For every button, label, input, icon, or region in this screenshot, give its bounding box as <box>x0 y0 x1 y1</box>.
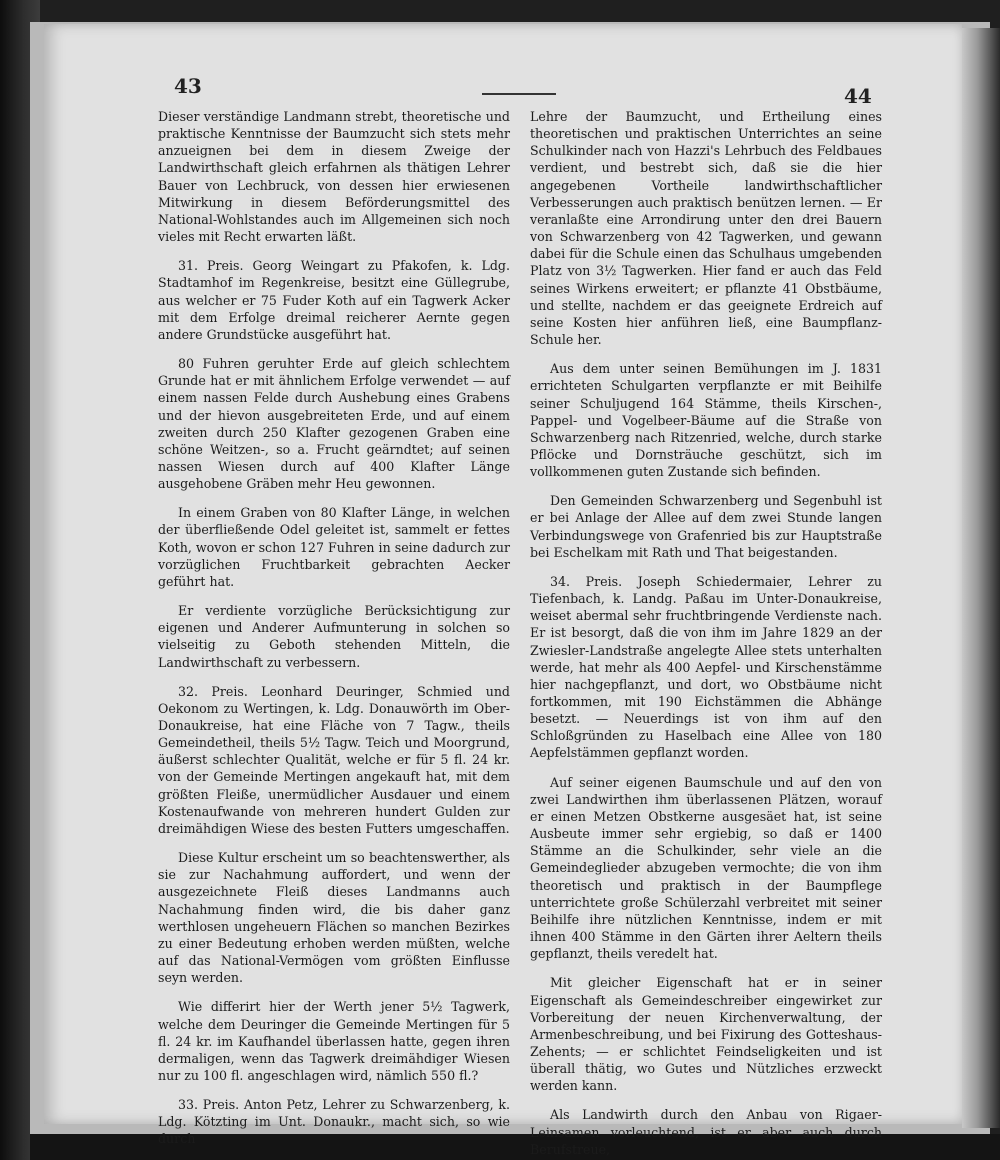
paragraph: Lehre der Baumzucht, und Ertheilung eines theoretischen und praktischen Unterrichtes an seine Schulkinder nach von Hazzi's Lehrbuch des Feldbaues verdient, und bestrebt sich, daß sie die hier angegebenen Vortheile landwirthschaftlicher Verbesserungen auch praktisch benützen lernen. — Er veranlaßte eine Arrondirung unter den drei Bauern von Schwarzenberg von 42 Tagwerken, und gewann dabei für die Schule einen das Schulhaus umgebenden Platz von 3½ Tagwerken. Hier fand er auch das Feld seines Wirkens erweitert; er pflanzte 41 Obstbäume, und stellte, nachdem er das geeignete Erdreich auf seine Kosten hier anführen ließ, eine Baumpflanz-Schule her. <box>530 109 882 348</box>
header-rule <box>482 93 556 95</box>
paragraph: Aus dem unter seinen Bemühungen im J. 1831 errichteten Schulgarten verpflanzte er mit Beihilfe seiner Schuljugend 164 Stämme, theils Kirschen-, Pappel- und Vogelbeer-Bäume auf die Straße von Schwarzenberg nach Ritzenried, welche, durch starke Pflöcke und Dornsträuche geschützt, sich im vollkommenen guten Zustande sich befinden. <box>530 361 882 480</box>
paragraph: Er verdiente vorzügliche Berücksichtigung zur eigenen und Anderer Aufmunterung in solchen so vielseitig zu Geboth stehenden Mitteln, die Landwirthschaft zu verbessern. <box>158 603 510 670</box>
paragraph: Auf seiner eigenen Baumschule und auf den von zwei Landwirthen ihm überlassenen Plätzen, worauf er einen Metzen Obstkerne ausgesäet hat, ist seine Ausbeute immer sehr ergiebig, so daß er 1400 Stämme an die Schulkinder, sehr viele an die Gemeindeglieder abzugeben vermochte; die von ihm theoretisch und praktisch in der Baumpflege unterrichtete große Schülerzahl verbreitet mit seiner Beihilfe ihre nützlichen Kenntnisse, indem er mit ihnen 400 Stämme in den Gärten ihrer Aeltern theils gepflanzt, theils veredelt hat. <box>530 774 882 962</box>
paragraph: 31. Preis. Georg Weingart zu Pfakofen, k. Ldg. Stadtamhof im Regenkreise, besitzt eine Güllegrube, aus welcher er 75 Fuder Koth auf ein Tagwerk Acker mit dem Erfolge dreimal reicherer Aernte gegen andere Grundstücke ausgeführt hat. <box>158 258 510 342</box>
paragraph: Den Gemeinden Schwarzenberg und Segenbuhl ist er bei Anlage der Allee auf dem zwei Stunde langen Verbindungswege von Grafenried bis zur Hauptstraße bei Eschelkam mit Rath und That beigestanden. <box>530 493 882 560</box>
next-page-edge <box>962 28 1000 1128</box>
paragraph: In einem Graben von 80 Klafter Länge, in welchen der überfließende Odel geleitet ist, sammelt er fettes Koth, wovon er schon 127 Fuhren in seine dadurch zur vorzüglichen Fruchtbarkeit gebrachten Aecker geführt hat. <box>158 505 510 589</box>
page-number-right: 44 <box>844 84 872 108</box>
page-number-left: 43 <box>174 74 202 98</box>
right-column <box>530 108 882 1158</box>
left-column <box>158 108 510 1148</box>
paragraph: Mit gleicher Eigenschaft hat er in seiner Eigenschaft als Gemeindeschreiber eingewirket zur Vorbereitung der neuen Kirchenverwaltung, der Armenbeschreibung, und bei Fixirung des Gotteshaus-Zehents; — er schlichtet Feindseligkeiten und ist überall thätig, wo Gutes und Nützliches erzweckt werden kann. <box>530 975 882 1094</box>
paragraph: Dieser verständige Landmann strebt, theoretische und praktische Kenntnisse der Baumzucht sich stets mehr anzueignen bei dem in diesem Zweige der Landwirthschaft gleich erfahrnen als thätigen Lehrer Bauer von Lechbruck, von dessen hier erwiesenen Mitwirkung in diesem Beförderungsmittel des National-Wohlstandes auch im Allgemeinen sich noch vieles mit Recht erwarten läßt. <box>158 109 510 245</box>
paragraph: 34. Preis. Joseph Schiedermaier, Lehrer zu Tiefenbach, k. Landg. Paßau im Unter-Donaukreise, weiset abermal sehr fruchtbringende Verdienste nach. Er ist besorgt, daß die von ihm im Jahre 1829 an der Zwiesler-Landstraße angelegte Allee stets unterhalten werde, hat mehr als 400 Aepfel- und Kirschenstämme hier nachgepflanzt, und dort, wo Obstbäume nicht fortkommen, mit 190 Eichstämmen die Abhänge besetzt. — Neuerdings ist von ihm auf den Schloßgründen zu Haselbach eine Allee von 180 Aepfelstämmen gepflanzt worden. <box>530 573 882 761</box>
paragraph: 32. Preis. Leonhard Deuringer, Schmied und Oekonom zu Wertingen, k. Ldg. Donauwörth im Ober-Donaukreise, hat eine Fläche von 7 Tagw., theils Gemeindetheil, theils 5½ Tagw. Teich und Moorgrund, äußerst schlechter Qualität, welche er für 5 fl. 24 kr. von der Gemeinde Mertingen angekauft hat, mit dem größten Fleiße, unermüdlicher Ausdauer und einem Kostenaufwande von mehreren hundert Gulden zur dreimähdigen Wiese des besten Futters umgeschaffen. <box>158 683 510 836</box>
paragraph: Als Landwirth durch den Anbau von Rigaer-Leinsamen vorleuchtend, ist er aber auch durch Berufstreue, <box>530 1107 882 1157</box>
paragraph: Diese Kultur erscheint um so beachtenswerther, als sie zur Nachahmung auffordert, und wenn der ausgezeichnete Fleiß dieses Landmanns auch Nachahmung finden wird, die bis daher ganz werthlosen ungeheuern Flächen so manchen Bezirkes zu einer Bedeutung erhoben werden müßten, welche auf das National-Vermögen vom größten Einflusse seyn werden. <box>158 850 510 986</box>
paragraph: Wie differirt hier der Werth jener 5½ Tagwerk, welche dem Deuringer die Gemeinde Mertingen für 5 fl. 24 kr. im Kaufhandel überlassen hatte, gegen ihren dermaligen, wenn das Tagwerk dreimähdiger Wiesen nur zu 100 fl. angeschlagen wird, nämlich 550 fl.? <box>158 999 510 1083</box>
paragraph: 33. Preis. Anton Petz, Lehrer zu Schwarzenberg, k. Ldg. Kötzting im Unt. Donaukr., macht sich, so wie durch <box>158 1097 510 1147</box>
paragraph: 80 Fuhren geruhter Erde auf gleich schlechtem Grunde hat er mit ähnlichem Erfolge verwendet — auf einem nassen Felde durch Aushebung eines Grabens und der hievon ausgebreiteten Erde, und auf einem zweiten durch 250 Klafter gezogenen Graben eine schöne Weitzen-, so a. Frucht geärndtet; auf seinen nassen Wiesen durch auf 400 Klafter Länge ausgehobene Gräben mehr Heu gewonnen. <box>158 356 510 492</box>
